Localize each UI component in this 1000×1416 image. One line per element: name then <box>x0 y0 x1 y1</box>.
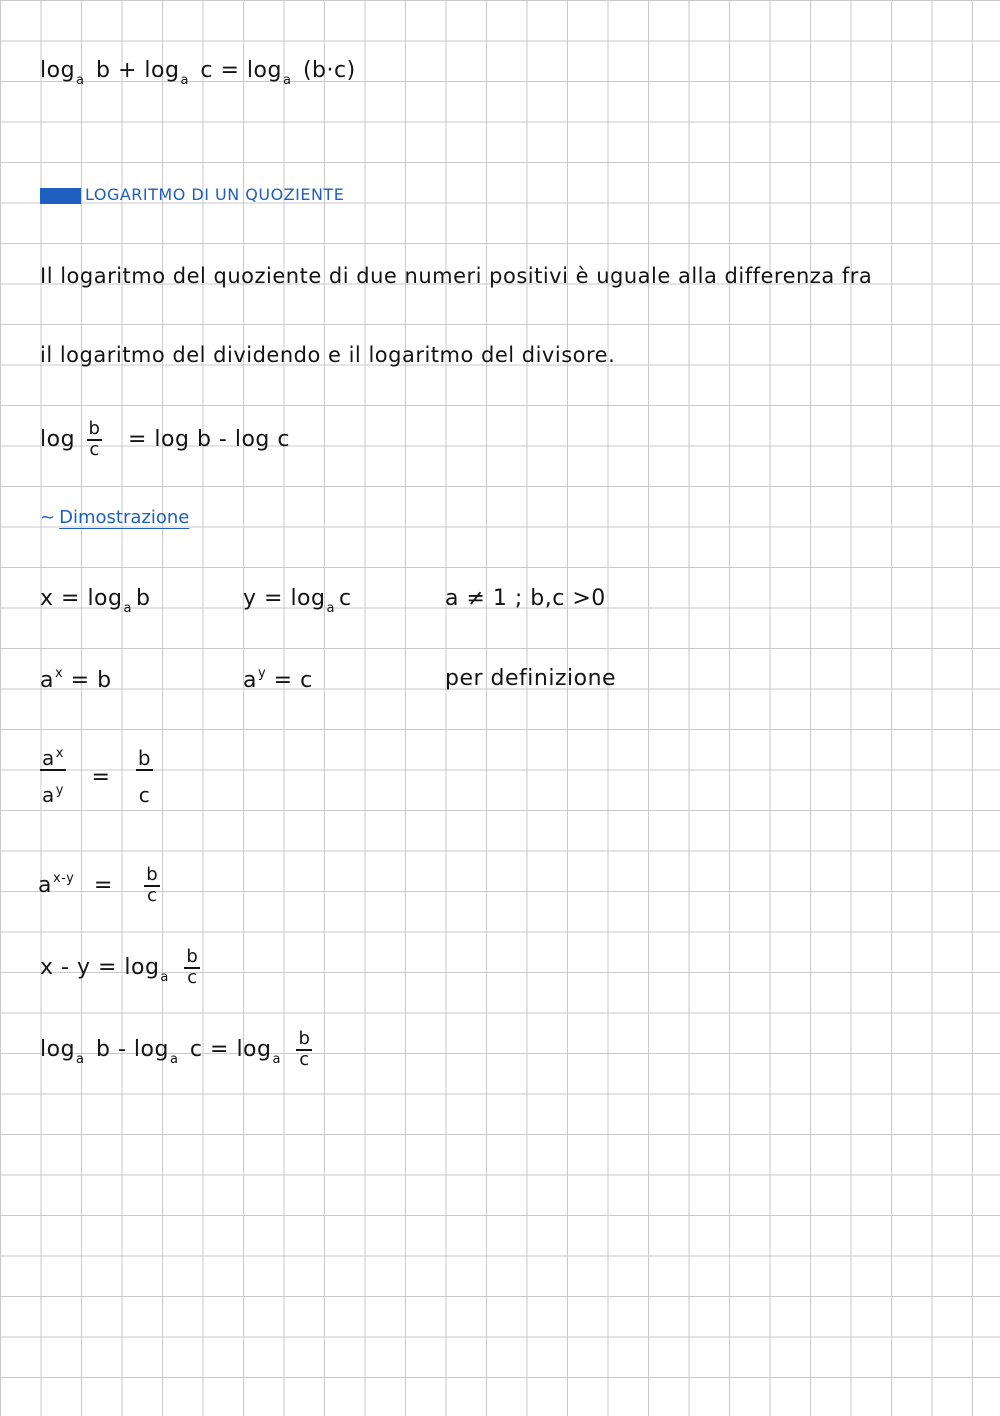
formula-text: log <box>40 58 76 83</box>
formula-text: (b·c) <box>302 58 356 83</box>
formula-text: y = log <box>243 586 326 611</box>
proof-label <box>40 507 189 528</box>
step-y-definition <box>243 586 352 616</box>
exponent: x-y <box>52 870 75 886</box>
quotient-rule-formula <box>40 420 290 460</box>
base: a <box>42 783 55 807</box>
subscript: a <box>160 969 169 985</box>
equals: = <box>91 764 111 790</box>
subscript: a <box>76 73 85 88</box>
subscript: a <box>282 73 292 88</box>
step-conditions: a ≠ 1 ; b,c >0 <box>445 586 606 611</box>
fraction <box>136 748 153 806</box>
subscript: a <box>326 601 335 616</box>
subscript: a <box>272 1051 281 1067</box>
formula-text: x = log <box>40 586 123 611</box>
fraction <box>144 866 160 906</box>
fraction <box>87 420 103 460</box>
fraction <box>296 1030 312 1070</box>
formula-text: b <box>135 586 151 611</box>
subscript: a <box>123 601 132 616</box>
step-exp-y <box>243 668 313 693</box>
base: a <box>40 668 54 693</box>
formula-text: x - y = log <box>40 954 160 980</box>
numerator: b <box>88 418 101 439</box>
formula-text: b - log <box>96 1036 169 1062</box>
subscript: a <box>76 1051 85 1067</box>
exponent: y <box>257 666 267 681</box>
denominator: c <box>89 438 100 460</box>
subscript: a <box>169 1051 179 1067</box>
formula-text: c = log <box>200 58 282 83</box>
exponent: y <box>55 783 64 798</box>
subscript: a <box>180 73 189 88</box>
definition-line-2: il logaritmo del dividendo e il logaritmo del divisore. <box>40 343 616 367</box>
denominator: c <box>138 783 151 807</box>
formula-text: log <box>40 426 76 452</box>
step-fraction-ratio <box>36 748 157 806</box>
heading-marker <box>40 188 81 204</box>
base: a <box>42 746 55 770</box>
exponent: x <box>55 746 64 761</box>
denominator: c <box>147 884 158 906</box>
formula-text: c <box>338 586 352 611</box>
fraction <box>40 748 66 806</box>
denominator <box>40 771 66 806</box>
step-exponent-diff <box>38 866 164 906</box>
base: a <box>243 668 257 693</box>
formula-text: = c <box>266 668 313 693</box>
formula-text: b + log <box>96 58 180 83</box>
proof-label-text: Dimostrazione <box>59 507 190 528</box>
formula-text: = b <box>63 668 112 693</box>
section-heading: LOGARITMO DI UN QUOZIENTE <box>85 185 345 204</box>
tilde-icon: ~ <box>40 507 56 528</box>
formula-text: c = log <box>189 1036 272 1062</box>
quotient-rule-result <box>40 1030 316 1070</box>
numerator <box>40 748 66 771</box>
exponent: x <box>54 666 64 681</box>
base: a <box>38 872 52 898</box>
definition-line-1: Il logaritmo del quoziente di due numeri positivi è uguale alla differenza fra <box>40 264 873 288</box>
numerator: b <box>146 864 159 885</box>
numerator: b <box>298 1028 311 1049</box>
denominator: c <box>187 966 198 988</box>
step-x-definition <box>40 586 151 616</box>
equals: = <box>93 872 113 898</box>
numerator: b <box>137 746 152 770</box>
step-log-form <box>40 948 204 988</box>
formula-text: = log b - log c <box>127 426 290 452</box>
step-exp-x <box>40 668 112 693</box>
product-rule-formula <box>40 58 356 88</box>
denominator: c <box>299 1048 310 1070</box>
formula-text: log <box>40 1036 76 1062</box>
step-note: per definizione <box>445 666 617 691</box>
numerator: b <box>186 946 199 967</box>
fraction <box>184 948 200 988</box>
